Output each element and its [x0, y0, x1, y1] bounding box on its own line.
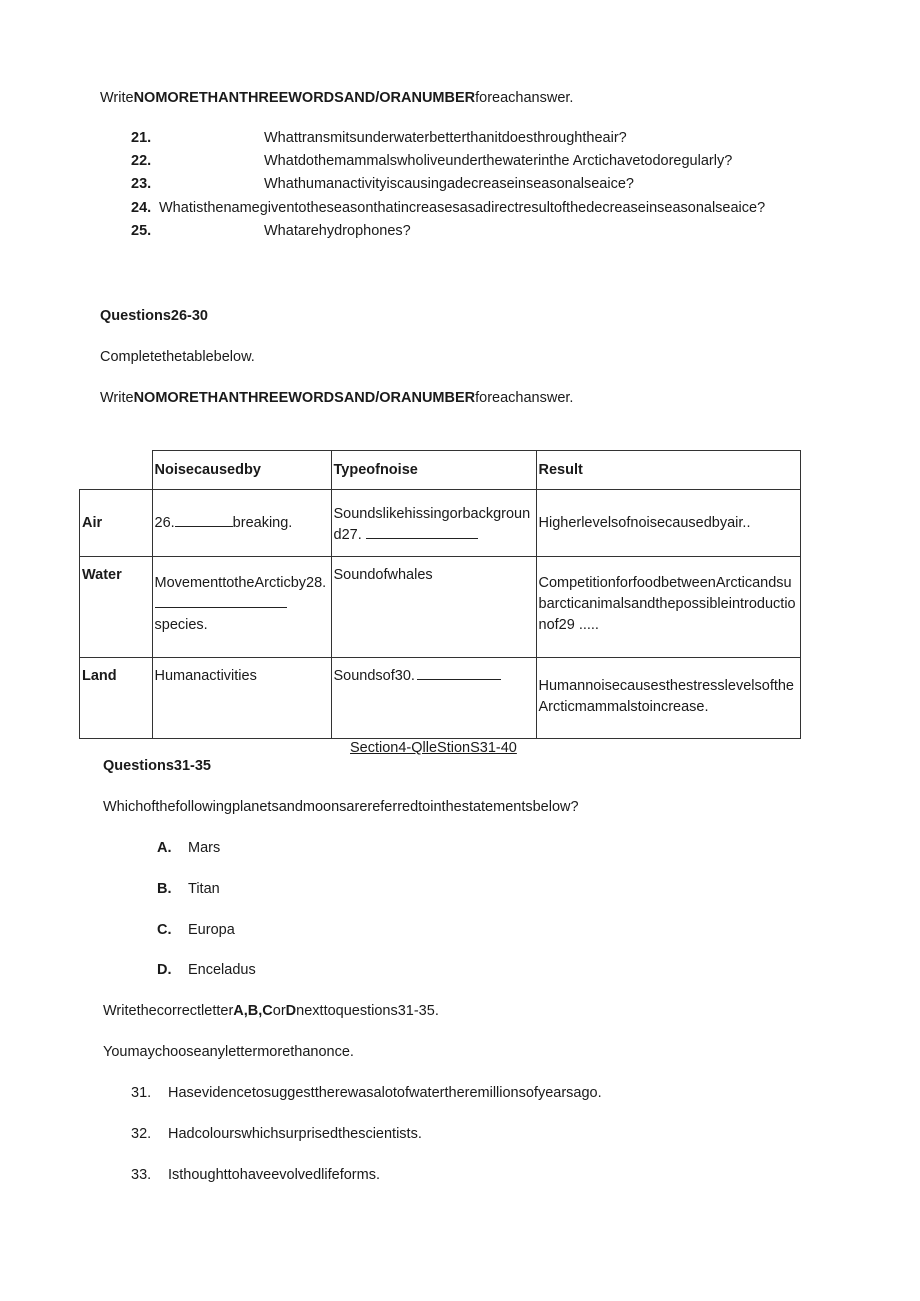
question-number: 21. — [131, 130, 152, 146]
cause-suffix: species. — [154, 617, 208, 633]
instruction-line-1 — [100, 90, 573, 106]
type-cell — [331, 490, 536, 557]
cause-cell — [152, 490, 331, 557]
instruction-note: Youmaychooseanylettermorethanonce. — [103, 1044, 354, 1060]
option-letter: B. — [157, 881, 172, 897]
table-header-cause: Noisecausedby — [152, 451, 331, 490]
instruction-mid: or — [272, 1003, 286, 1019]
result-cell: CompetitionforfoodbetweenArcticandsubarcticanimalsandthepossibleintroductionof29 ..... — [536, 557, 800, 658]
cause-cell — [152, 557, 331, 658]
instruction-post: foreachanswer. — [475, 90, 574, 106]
question-text: Whatarehydrophones? — [264, 223, 411, 239]
instruction-pre: Write — [100, 90, 134, 106]
instruction-bold: NOMORETHANTHREEWORDSAND/ORANUMBER — [133, 390, 476, 406]
table-header-row — [80, 451, 801, 490]
type-cell — [331, 658, 536, 739]
question-number: 31. — [131, 1085, 152, 1101]
cause-prefix: 26. — [154, 514, 175, 531]
instruction-post: foreachanswer. — [475, 390, 574, 406]
question-text: Isthoughttohaveevolvedlifeforms. — [168, 1167, 380, 1183]
table-row — [80, 658, 801, 739]
instruction-line-2 — [100, 390, 573, 406]
question-number: 32. — [131, 1126, 152, 1142]
question-number: 23. — [131, 176, 152, 192]
table-header-type: Typeofnoise — [331, 451, 536, 490]
cause-prefix: MovementtotheArcticby28. — [154, 575, 327, 591]
instruction-pre: Writethecorrectletter — [103, 1003, 234, 1019]
option-letter: D. — [157, 962, 172, 978]
type-text: Soundslikehissingorbackground27. — [333, 506, 531, 543]
instruction-complete-table: Completethetablebelow. — [100, 349, 255, 365]
type-cell: Soundofwhales — [331, 557, 536, 658]
cause-suffix: breaking. — [232, 514, 293, 531]
answer-blank-30[interactable] — [417, 679, 501, 680]
answer-blank-27[interactable] — [366, 538, 478, 539]
instruction-bold: D — [285, 1003, 297, 1019]
question-text: Whatdothemammalswholiveunderthewaterinthe Arctichavetodoregularly? — [264, 153, 733, 169]
noise-table — [79, 450, 801, 739]
question-number: 24. — [131, 200, 152, 216]
table-header-empty — [80, 451, 153, 490]
question-prompt: Whichofthefollowingplanetsandmoonsarereferredtointhestatementsbelow? — [103, 799, 579, 815]
result-cell: HumannoisecausesthestresslevelsoftheArcticmammalstoincrease. — [536, 658, 800, 739]
option-name: Mars — [188, 840, 221, 856]
cause-cell: Humanactivities — [152, 658, 331, 739]
section-title: Section4-QlleStionS31-40 — [350, 740, 517, 756]
question-number: 22. — [131, 153, 152, 169]
answer-blank-28[interactable] — [155, 607, 287, 608]
question-text: Hasevidencetosuggesttherewasalotofwatertheremillionsofyearsago. — [168, 1085, 602, 1101]
type-text: Soundsof30. — [333, 668, 415, 684]
question-text: Whattransmitsunderwaterbetterthanitdoesthroughtheair? — [264, 130, 627, 146]
option-letter: C. — [157, 922, 172, 938]
option-name: Enceladus — [188, 962, 256, 978]
row-label-water: Water — [80, 557, 153, 658]
instruction-bold: NOMORETHANTHREEWORDSAND/ORANUMBER — [133, 90, 476, 106]
table-row — [80, 557, 801, 658]
question-text: Whathumanactivityiscausingadecreaseinseasonalseaice? — [264, 176, 634, 192]
instruction-bold: A,B,C — [233, 1003, 273, 1019]
row-label-air: Air — [80, 490, 153, 557]
instruction-pre: Write — [100, 390, 134, 406]
answer-blank-26[interactable] — [175, 526, 233, 527]
row-label-land: Land — [80, 658, 153, 739]
question-text: Whatisthenamegiventotheseasonthatincreasesasadirectresultofthedecreaseinseasonalseaice? — [159, 200, 766, 216]
option-name: Europa — [188, 922, 235, 938]
instruction-post: nexttoquestions31-35. — [296, 1003, 439, 1019]
option-name: Titan — [188, 881, 220, 897]
question-text: Hadcolourswhichsurprisedthescientists. — [168, 1126, 422, 1142]
result-cell: Higherlevelsofnoisecausedbyair.. — [536, 490, 800, 557]
table-header-result: Result — [536, 451, 800, 490]
question-number: 33. — [131, 1167, 152, 1183]
question-number: 25. — [131, 223, 152, 239]
section-heading-31-35: Questions31-35 — [103, 758, 211, 774]
instruction-letters — [103, 1003, 439, 1019]
section-heading-26-30: Questions26-30 — [100, 308, 208, 324]
table-row — [80, 490, 801, 557]
option-letter: A. — [157, 840, 172, 856]
